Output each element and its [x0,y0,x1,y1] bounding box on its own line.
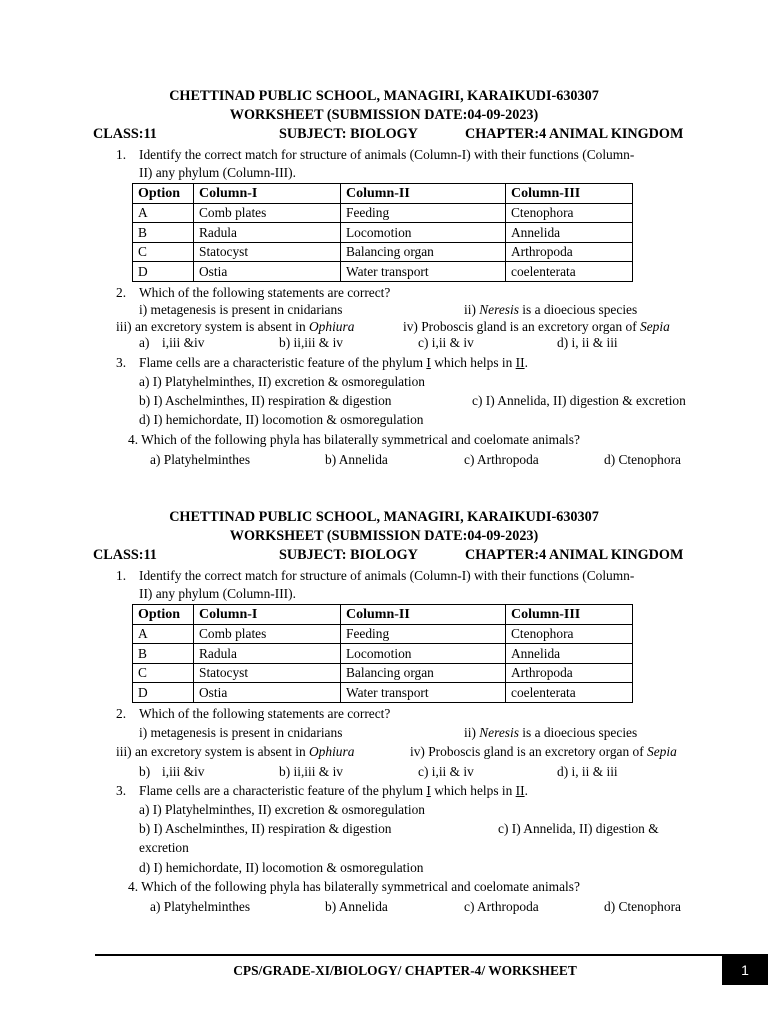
question-1-line-1: Identify the correct match for structure of animals (Column-I) with their functions (Column- [139,147,635,162]
school-title: CHETTINAD PUBLIC SCHOOL, MANAGIRI, KARAIKUDI-630307 [169,509,599,525]
column-header: Column-I [194,184,341,204]
match-table [132,604,633,703]
table-cell: Balancing organ [341,242,506,262]
table-cell: A [133,203,194,223]
question-4-option-a: a) Platyhelminthes [150,452,251,467]
table-cell: Ostia [194,683,341,703]
question-2-text: Which of the following statements are correct? [139,706,391,721]
subject-label: SUBJECT: BIOLOGY [279,126,418,142]
question-4-option-b: b) Annelida [325,452,388,467]
question-4-option-d: d) Ctenophora [604,899,681,914]
question-3-option-b: b) I) Aschelminthes, II) respiration & digestion [139,393,392,408]
table-cell: Comb plates [194,624,341,644]
table-cell: Ostia [194,262,341,282]
statement-3: iii) an excretory system is absent in Ophiura [116,319,355,334]
option-c: c) i,ii & iv [418,335,474,350]
option-b: b) ii,iii & iv [279,764,343,779]
column-header: Column-III [506,605,633,625]
match-table [132,183,633,282]
table-cell: Arthropoda [506,242,633,262]
table-cell: Feeding [341,624,506,644]
question-3-text: Flame cells are a characteristic feature of the phylum I which helps in II. [139,355,528,370]
footer-text: CPS/GRADE-XI/BIOLOGY/ CHAPTER-4/ WORKSHEET [233,963,577,978]
option-a-label: b) [139,764,151,779]
question-3-option-a: a) I) Platyhelminthes, II) excretion & osmoregulation [139,374,425,389]
question-3-text: Flame cells are a characteristic feature of the phylum I which helps in II. [139,783,528,798]
table-cell: A [133,624,194,644]
question-3-option-c: c) I) Annelida, II) digestion & [498,821,659,836]
table-cell: Radula [194,644,341,664]
table-cell: C [133,242,194,262]
table-cell: coelenterata [506,262,633,282]
table-cell: Radula [194,223,341,243]
question-2-number: 2. [116,706,127,721]
class-label: CLASS:11 [93,547,157,563]
option-d: d) i, ii & iii [557,764,618,779]
column-header: Option [133,605,194,625]
question-1-line-1: Identify the correct match for structure of animals (Column-I) with their functions (Column- [139,568,635,583]
option-c: c) i,ii & iv [418,764,474,779]
question-4-option-a: a) Platyhelminthes [150,899,251,914]
question-4-option-d: d) Ctenophora [604,452,681,467]
column-header: Column-I [194,605,341,625]
column-header: Column-II [341,605,506,625]
table-cell: Ctenophora [506,203,633,223]
statement-4: iv) Proboscis gland is an excretory organ of Sepia [410,744,677,759]
table-cell: Locomotion [341,223,506,243]
chapter-label: CHAPTER:4 ANIMAL KINGDOM [465,547,684,563]
table-row [133,683,633,703]
option-d: d) i, ii & iii [557,335,618,350]
question-1-number: 1. [116,147,127,162]
worksheet-title: WORKSHEET (SUBMISSION DATE:04-09-2023) [229,528,539,544]
column-header: Column-II [341,184,506,204]
statement-3: iii) an excretory system is absent in Ophiura [116,744,355,759]
worksheet-title: WORKSHEET (SUBMISSION DATE:04-09-2023) [229,107,539,123]
question-3-option-d: d) I) hemichordate, II) locomotion & osmoregulation [139,412,424,427]
statement-2: ii) Neresis is a dioecious species [464,302,638,317]
table-row [133,644,633,664]
table-cell: Arthropoda [506,663,633,683]
question-1-line-2: II) any phylum (Column-III). [139,586,296,601]
question-1-line-2: II) any phylum (Column-III). [139,165,296,180]
question-1-number: 1. [116,568,127,583]
table-cell: B [133,644,194,664]
question-3-number: 3. [116,355,127,370]
table-row [133,624,633,644]
table-cell: D [133,683,194,703]
table-row [133,223,633,243]
table-cell: Balancing organ [341,663,506,683]
statement-4: iv) Proboscis gland is an excretory organ of Sepia [403,319,670,334]
table-header-row [133,184,633,204]
table-cell: D [133,262,194,282]
statement-1: i) metagenesis is present in cnidarians [139,302,343,317]
table-cell: coelenterata [506,683,633,703]
option-a-label: a) [139,335,150,350]
table-cell: Statocyst [194,663,341,683]
subject-label: SUBJECT: BIOLOGY [279,547,418,563]
table-cell: C [133,663,194,683]
table-row [133,262,633,282]
table-row [133,203,633,223]
class-label: CLASS:11 [93,126,157,142]
question-3-option-b: b) I) Aschelminthes, II) respiration & digestion [139,821,392,836]
question-3-number: 3. [116,783,127,798]
column-header: Option [133,184,194,204]
option-b: b) ii,iii & iv [279,335,343,350]
question-3-option-c-continued: excretion [139,840,189,855]
table-cell: Annelida [506,223,633,243]
table-header-row [133,605,633,625]
column-header: Column-III [506,184,633,204]
table-cell: Statocyst [194,242,341,262]
question-2-text: Which of the following statements are correct? [139,285,391,300]
option-a-text: i,iii &iv [162,764,205,779]
question-4-text: 4. Which of the following phyla has bilaterally symmetrical and coelomate animals? [128,879,580,894]
question-4-option-c: c) Arthropoda [464,452,539,467]
table-row [133,242,633,262]
school-title: CHETTINAD PUBLIC SCHOOL, MANAGIRI, KARAIKUDI-630307 [169,88,599,104]
table-cell: Water transport [341,262,506,282]
table-cell: Locomotion [341,644,506,664]
question-3-option-d: d) I) hemichordate, II) locomotion & osmoregulation [139,860,424,875]
table-cell: Annelida [506,644,633,664]
table-cell: Ctenophora [506,624,633,644]
question-2-number: 2. [116,285,127,300]
table-cell: B [133,223,194,243]
question-4-text: 4. Which of the following phyla has bilaterally symmetrical and coelomate animals? [128,432,580,447]
question-3-option-c: c) I) Annelida, II) digestion & excretion [472,393,686,408]
option-a-text: i,iii &iv [162,335,205,350]
page-number: 1 [722,955,768,985]
question-4-option-c: c) Arthropoda [464,899,539,914]
table-cell: Water transport [341,683,506,703]
chapter-label: CHAPTER:4 ANIMAL KINGDOM [465,126,684,142]
question-4-option-b: b) Annelida [325,899,388,914]
question-3-option-a: a) I) Platyhelminthes, II) excretion & osmoregulation [139,802,425,817]
statement-2: ii) Neresis is a dioecious species [464,725,638,740]
table-row [133,663,633,683]
statement-1: i) metagenesis is present in cnidarians [139,725,343,740]
footer-divider [95,954,768,956]
table-cell: Comb plates [194,203,341,223]
table-cell: Feeding [341,203,506,223]
